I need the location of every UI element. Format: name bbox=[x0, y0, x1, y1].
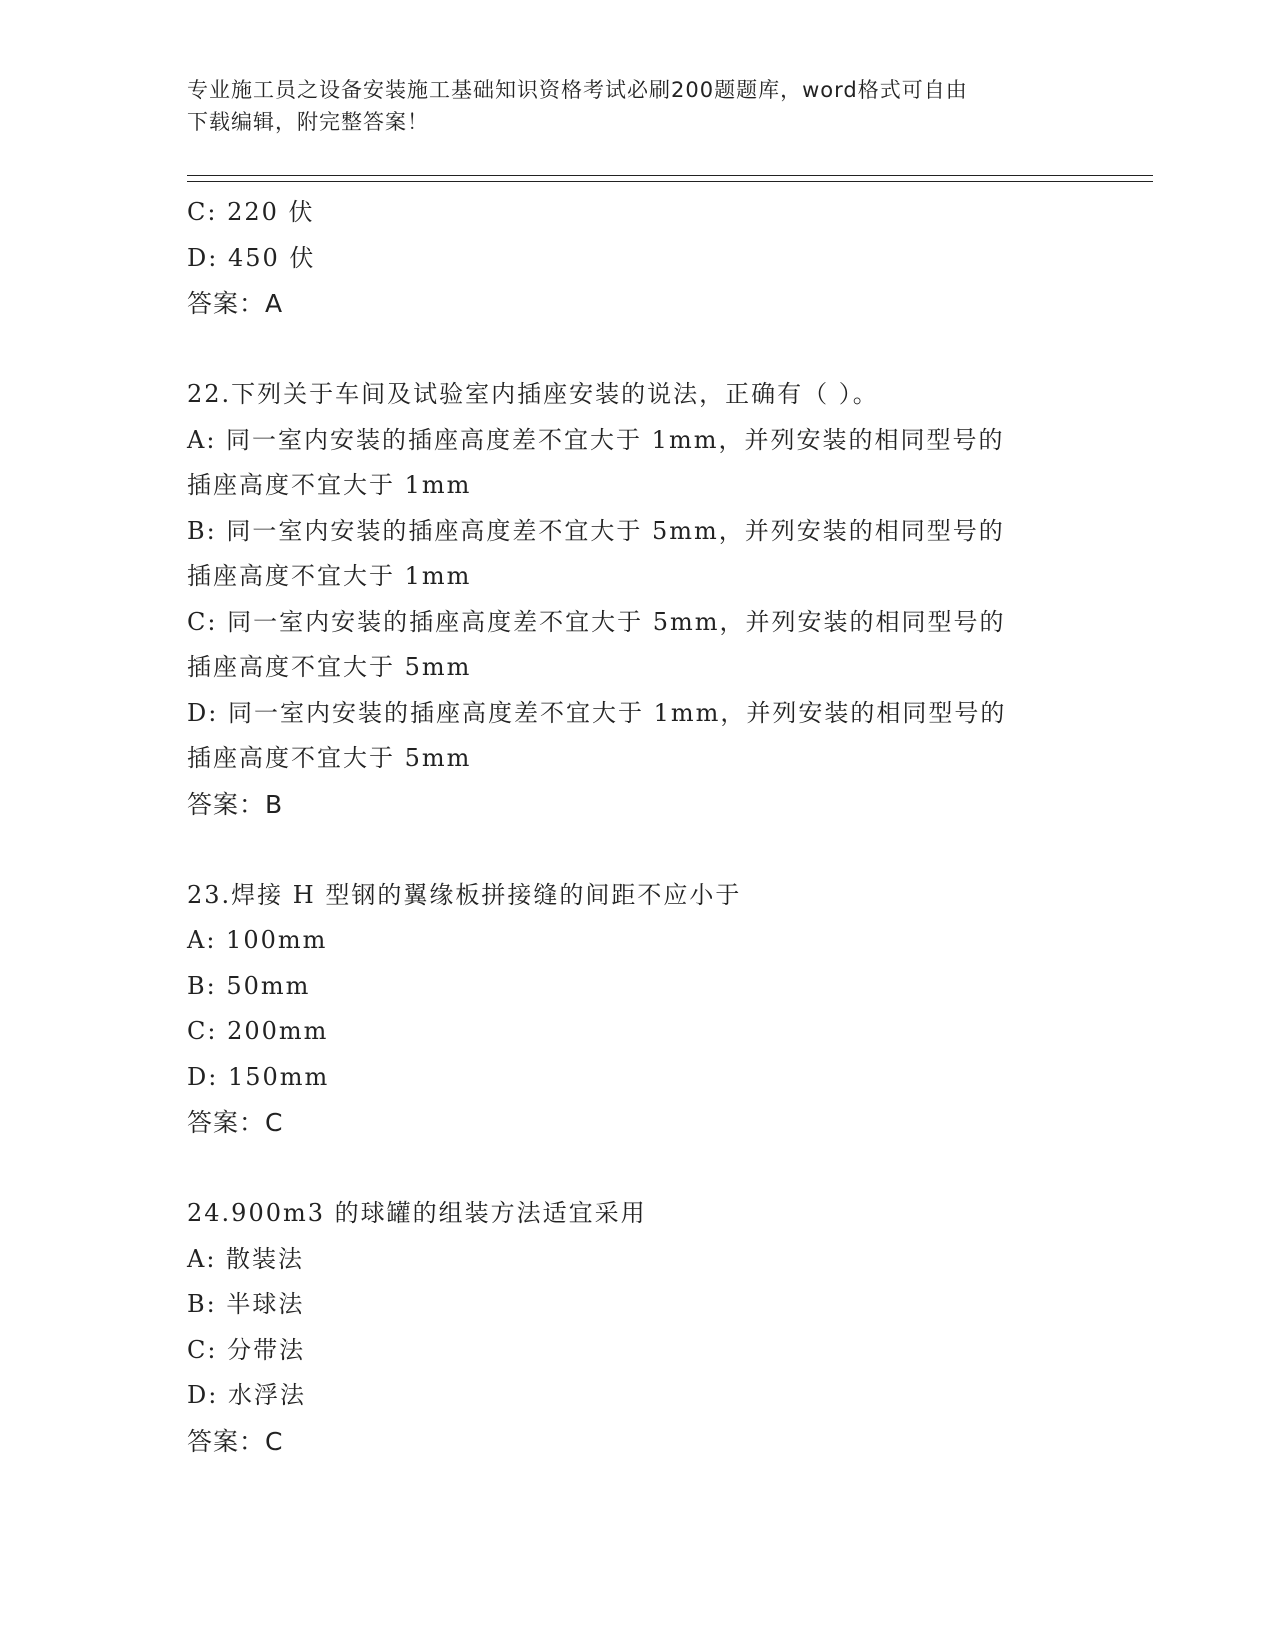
q22-option-a-line2: 插座高度不宜大于 1mm bbox=[187, 471, 472, 499]
question-23 bbox=[187, 873, 1087, 1146]
header-line-1: 专业施工员之设备安装施工基础知识资格考试必刷200题题库，word格式可自由 bbox=[187, 78, 968, 102]
spacer bbox=[187, 827, 1087, 873]
q23-question: 23.焊接 H 型钢的翼缘板拼接缝的间距不应小于 bbox=[187, 880, 742, 909]
q23-option-c: C: 200mm bbox=[187, 1017, 329, 1045]
header-rule-top bbox=[187, 175, 1153, 176]
q24-option-c: C: 分带法 bbox=[187, 1335, 306, 1364]
spacer bbox=[187, 327, 1087, 373]
q22-question: 22.下列关于车间及试验室内插座安装的说法，正确有（ ）。 bbox=[187, 380, 879, 408]
q22-option-b-line1: B: 同一室内安装的插座高度差不宜大于 5mm，并列安装的相同型号的 bbox=[187, 516, 1005, 545]
header-line-2: 下载编辑，附完整答案！ bbox=[187, 110, 429, 134]
q21-option-c: C: 220 伏 bbox=[187, 198, 315, 226]
q24-option-d: D: 水浮法 bbox=[187, 1381, 306, 1409]
q22-option-c-line2: 插座高度不宜大于 5mm bbox=[187, 653, 472, 681]
spacer bbox=[187, 1146, 1087, 1192]
header-rule-bottom bbox=[187, 181, 1153, 182]
q24-option-b: B: 半球法 bbox=[187, 1290, 305, 1318]
q22-option-d-line1: D: 同一室内安装的插座高度差不宜大于 1mm，并列安装的相同型号的 bbox=[187, 698, 1007, 727]
q24-option-a: A: 散装法 bbox=[187, 1244, 305, 1273]
page-header bbox=[187, 74, 1067, 138]
q23-answer: 答案：C bbox=[187, 1108, 284, 1137]
q21-answer: 答案：A bbox=[187, 289, 284, 318]
question-content bbox=[187, 190, 1087, 1464]
q24-answer: 答案：C bbox=[187, 1426, 284, 1456]
q22-option-a-line1: A: 同一室内安装的插座高度差不宜大于 1mm，并列安装的相同型号的 bbox=[187, 425, 1005, 454]
q21-option-d: D: 450 伏 bbox=[187, 243, 316, 272]
question-21-tail bbox=[187, 190, 1087, 327]
question-24 bbox=[187, 1191, 1087, 1464]
q22-option-c-line1: C: 同一室内安装的插座高度差不宜大于 5mm，并列安装的相同型号的 bbox=[187, 607, 1006, 636]
q23-option-b: B: 50mm bbox=[187, 971, 311, 1000]
q22-option-b-line2: 插座高度不宜大于 1mm bbox=[187, 562, 472, 590]
question-22 bbox=[187, 372, 1087, 827]
q23-option-d: D: 150mm bbox=[187, 1062, 330, 1091]
q22-answer: 答案：B bbox=[187, 789, 284, 819]
q22-option-d-line2: 插座高度不宜大于 5mm bbox=[187, 744, 472, 772]
q23-option-a: A: 100mm bbox=[187, 926, 328, 954]
q24-question: 24.900m3 的球罐的组装方法适宜采用 bbox=[187, 1199, 647, 1227]
